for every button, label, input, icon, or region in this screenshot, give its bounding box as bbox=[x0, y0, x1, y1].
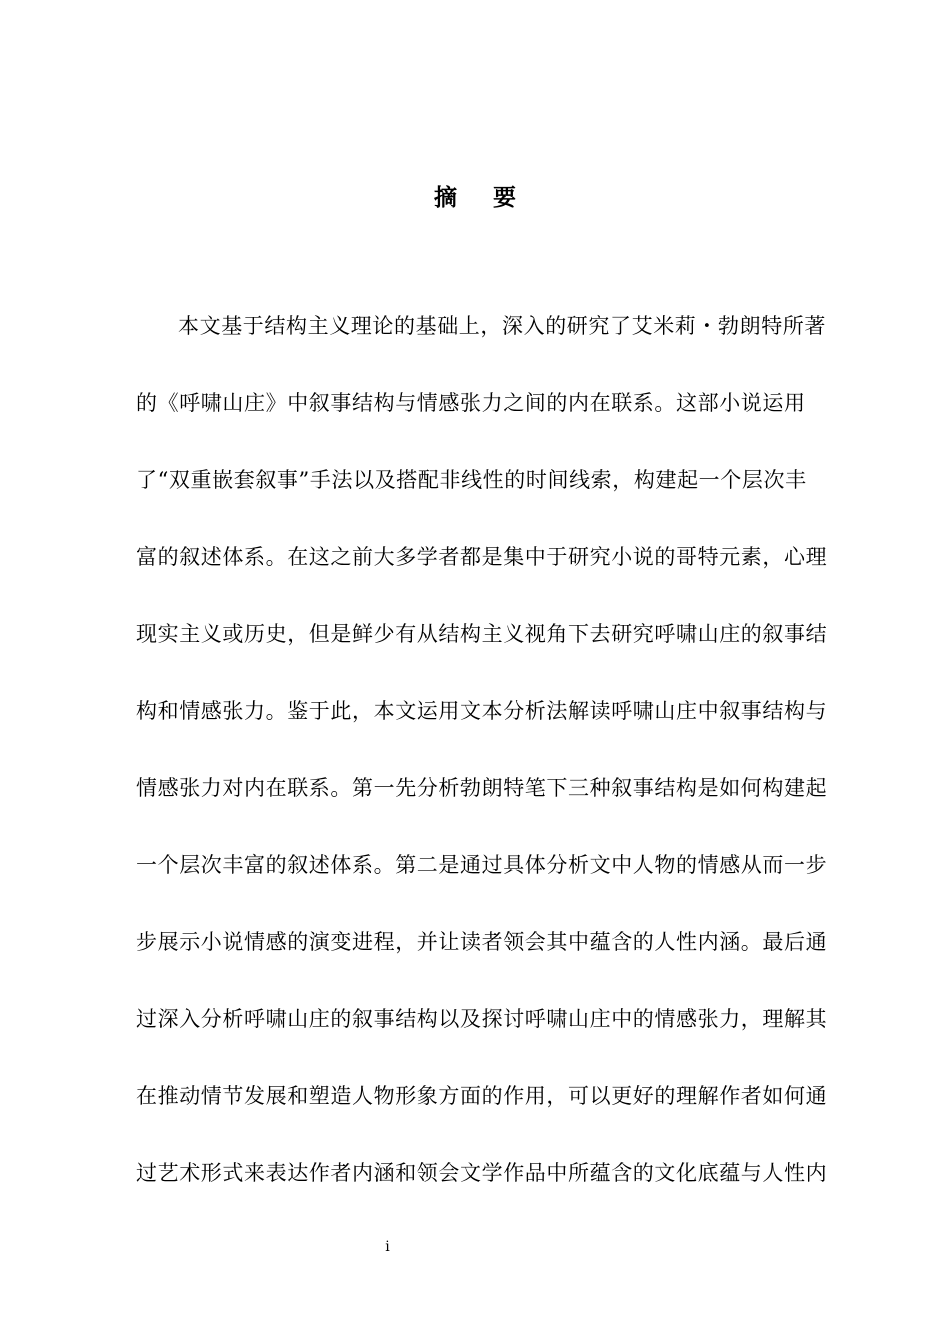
text-line: 构和情感张力。鉴于此，本文运用文本分析法解读呼啸山庄中叙事结构与 bbox=[136, 699, 828, 723]
text-line: 本文基于结构主义理论的基础上，深入的研究了艾米莉・勃朗特所著 bbox=[178, 314, 826, 338]
page-number: i bbox=[385, 1239, 390, 1255]
page-title: 摘 要 bbox=[433, 184, 530, 211]
text-line: 过艺术形式来表达作者内涵和领会文学作品中所蕴含的文化底蕴与人性内 bbox=[136, 1161, 828, 1185]
text-line: 的《呼啸山庄》中叙事结构与情感张力之间的内在联系。这部小说运用 bbox=[136, 391, 806, 415]
text-line: 过深入分析呼啸山庄的叙事结构以及探讨呼啸山庄中的情感张力，理解其 bbox=[136, 1007, 828, 1031]
text-line: 在推动情节发展和塑造人物形象方面的作用，可以更好的理解作者如何通 bbox=[136, 1084, 828, 1108]
text-line: 情感张力对内在联系。第一先分析勃朗特笔下三种叙事结构是如何构建起 bbox=[136, 776, 828, 800]
text-line: 了“双重嵌套叙事”手法以及搭配非线性的时间线索，构建起一个层次丰 bbox=[136, 468, 807, 492]
text-line: 一个层次丰富的叙述体系。第二是通过具体分析文中人物的情感从而一步 bbox=[136, 853, 828, 877]
text-line: 现实主义或历史，但是鲜少有从结构主义视角下去研究呼啸山庄的叙事结 bbox=[136, 622, 828, 646]
abstract-body bbox=[136, 304, 858, 1228]
text-line: 富的叙述体系。在这之前大多学者都是集中于研究小说的哥特元素，心理 bbox=[136, 545, 828, 569]
text-line: 步展示小说情感的演变进程，并让读者领会其中蕴含的人性内涵。最后通 bbox=[136, 930, 828, 954]
